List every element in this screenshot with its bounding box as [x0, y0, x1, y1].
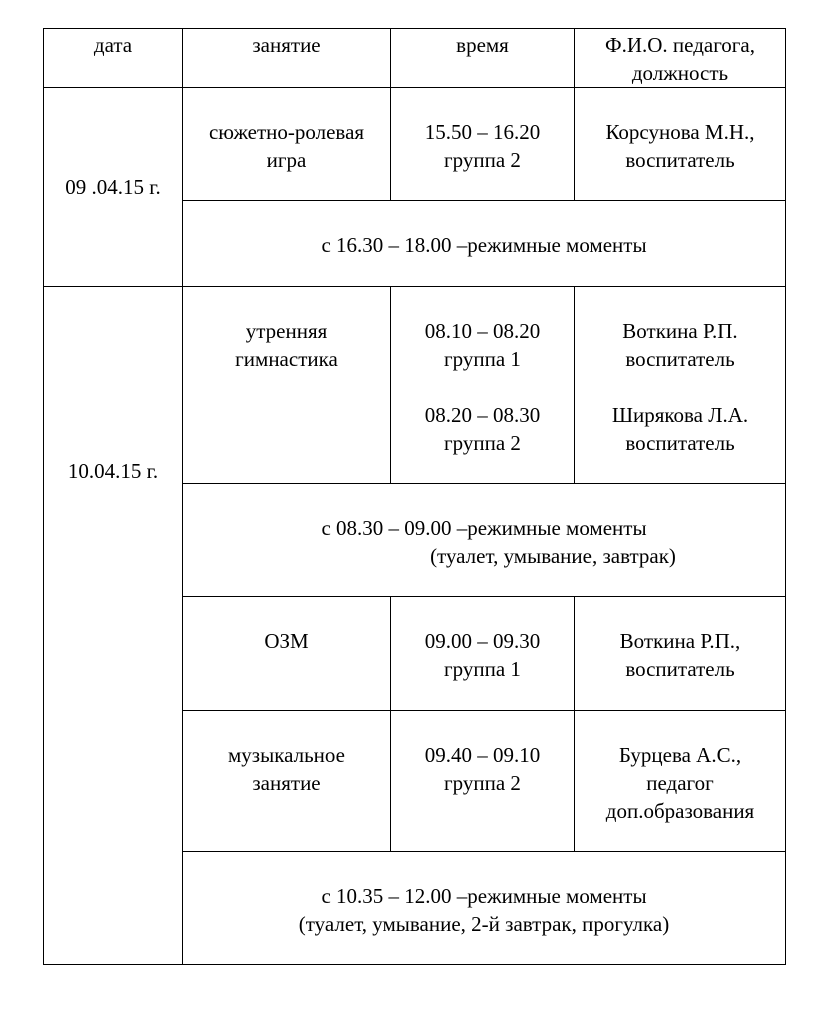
day2-ozm-teacher: Воткина Р.П., воспитатель [575, 597, 786, 711]
header-teacher: Ф.И.О. педагога, должность [575, 29, 786, 88]
header-date: дата [44, 29, 183, 88]
day1-activity-row [44, 88, 786, 201]
day1-teacher: Корсунова М.Н., воспитатель [575, 88, 786, 201]
day2-ozm-time: 09.00 – 09.30 группа 1 [391, 597, 575, 711]
day2-music-time: 09.40 – 09.10 группа 2 [391, 711, 575, 852]
day2-music-activity: музыкальное занятие [183, 711, 391, 852]
day2-date: 10.04.15 г. [44, 287, 183, 965]
day2-gym-time: 08.10 – 08.20 группа 1 08.20 – 08.30 группа 2 [391, 287, 575, 484]
day1-activity: сюжетно-ролевая игра [183, 88, 391, 201]
day1-date: 09 .04.15 г. [44, 88, 183, 287]
schedule-table [43, 28, 786, 965]
day2-gym-activity: утренняя гимнастика [183, 287, 391, 484]
day2-routine2: с 10.35 – 12.00 –режимные моменты (туалет, умывание, 2-й завтрак, прогулка) [183, 852, 786, 965]
day1-routine: с 16.30 – 18.00 –режимные моменты [183, 201, 786, 287]
day2-ozm-activity: ОЗМ [183, 597, 391, 711]
header-activity: занятие [183, 29, 391, 88]
header-row [44, 29, 786, 88]
day1-time: 15.50 – 16.20 группа 2 [391, 88, 575, 201]
header-time: время [391, 29, 575, 88]
day2-routine1: с 08.30 – 09.00 –режимные моменты (туалет, умывание, завтрак) [183, 484, 786, 597]
day2-gym-teacher: Воткина Р.П. воспитатель Ширякова Л.А. воспитатель [575, 287, 786, 484]
day2-gym-row [44, 287, 786, 484]
day2-music-teacher: Бурцева А.С., педагог доп.образования [575, 711, 786, 852]
